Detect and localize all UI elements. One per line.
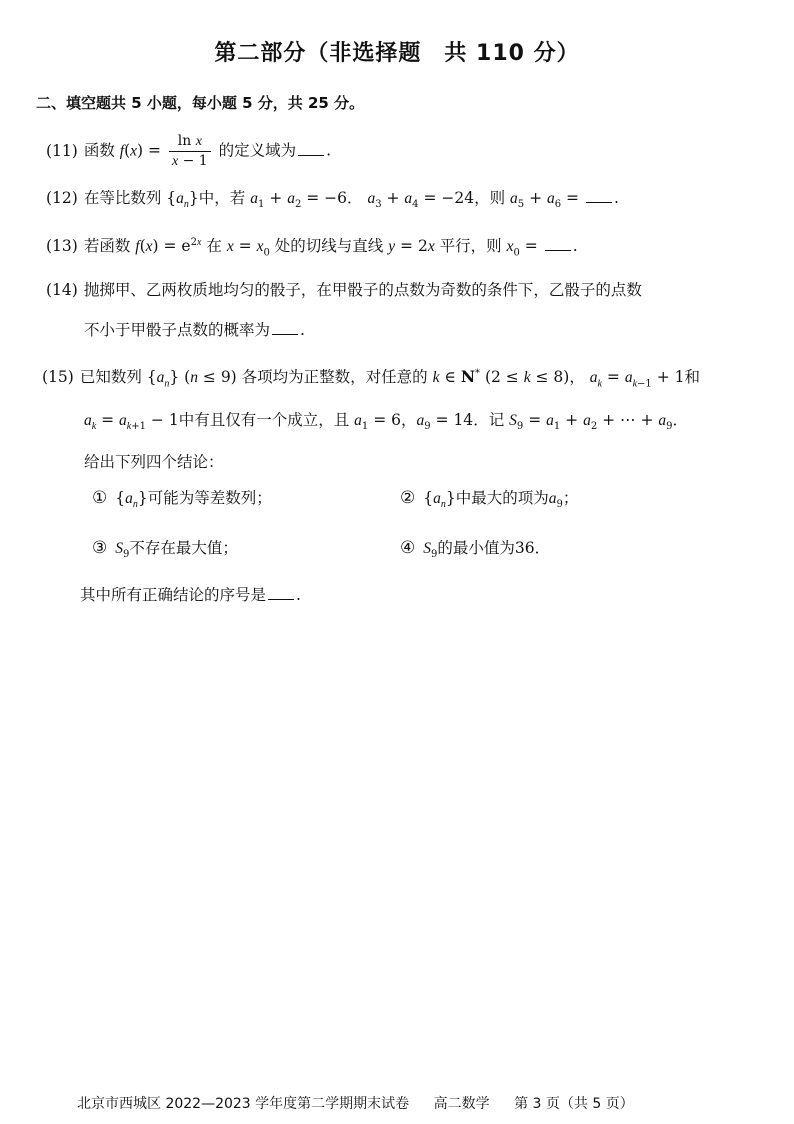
conclusion-2: ② $\{a_n\}$中最大的项为$a_9$；: [400, 488, 579, 511]
question-15: (15) 已知数列 $\{a_n\} (n \le 9)$ 各项均为正整数，对任意的 k ∈ N* (2 ≤ k ≤ 8)， $a_k = a_{k-1} + 1$和: [42, 367, 700, 390]
answer-blank: [298, 141, 324, 156]
question-number: (11): [46, 141, 78, 160]
page-number: 第 3 页（共 5 页）: [514, 1096, 634, 1112]
answer-blank: [272, 320, 298, 335]
conclusions-intro: 给出下列四个结论：: [84, 453, 224, 471]
question-number: (12): [46, 189, 78, 207]
fraction: $\frac{\text{ln x}}{x - 1}$: [169, 132, 211, 171]
conclusion-3: ③ $S_9$不存在最大值；: [92, 538, 238, 561]
question-number: (14): [46, 281, 78, 299]
question-14-line2: 不小于甲骰子点数的概率为 .: [84, 321, 305, 339]
answer-blank: [268, 585, 294, 600]
final-question: 其中所有正确结论的序号是 .: [80, 586, 301, 604]
question-number: (15): [42, 368, 74, 387]
page-title: 第二部分（非选择题 共 110 分）: [214, 41, 580, 66]
question-13: (13) 若函数 $f(x) = e^{2x}$ 在 $x = x_0$ 处的切线与直线 y = 2x 平行，则 $x_0$ = .: [46, 237, 578, 259]
question-14: (14) 抛掷甲、乙两枚质地均匀的骰子，在甲骰子的点数为奇数的条件下，乙骰子的点数: [46, 281, 642, 299]
subject: 高二数学: [433, 1096, 490, 1112]
conclusion-1: ① $\{a_n\}$可能为等差数列；: [92, 488, 272, 511]
question-11: (11) 函数 f(x) = $\frac{\text{ln x}}{x - 1}$ 的定义域为 .: [46, 133, 332, 169]
section-heading: 二、填空题共 5 小题，每小题 5 分，共 25 分。: [36, 94, 365, 112]
answer-blank: [586, 188, 612, 203]
question-15-line2: $a_k = a_{k+1} - 1$中有且仅有一个成立，且 $a_1 = 6$，$a_9 = 14$．记 $S_9 = a_1 + a_2$ + ⋯ + $a_9$．: [84, 411, 689, 433]
question-number: (13): [46, 237, 78, 256]
question-12: (12) 在等比数列 $\{a_n\}$中，若 $a_1 + a_2 = -6$． $a_3 + a_4 = -24$，则 $a_5 + a_6$ = .: [46, 189, 619, 211]
conclusion-4: ④ $S_9$的最小值为36．: [400, 538, 551, 561]
exam-name: 北京市西城区 2022—2023 学年度第二学期期末试卷: [77, 1096, 410, 1112]
answer-blank: [545, 236, 571, 251]
page-footer: [77, 1093, 654, 1113]
